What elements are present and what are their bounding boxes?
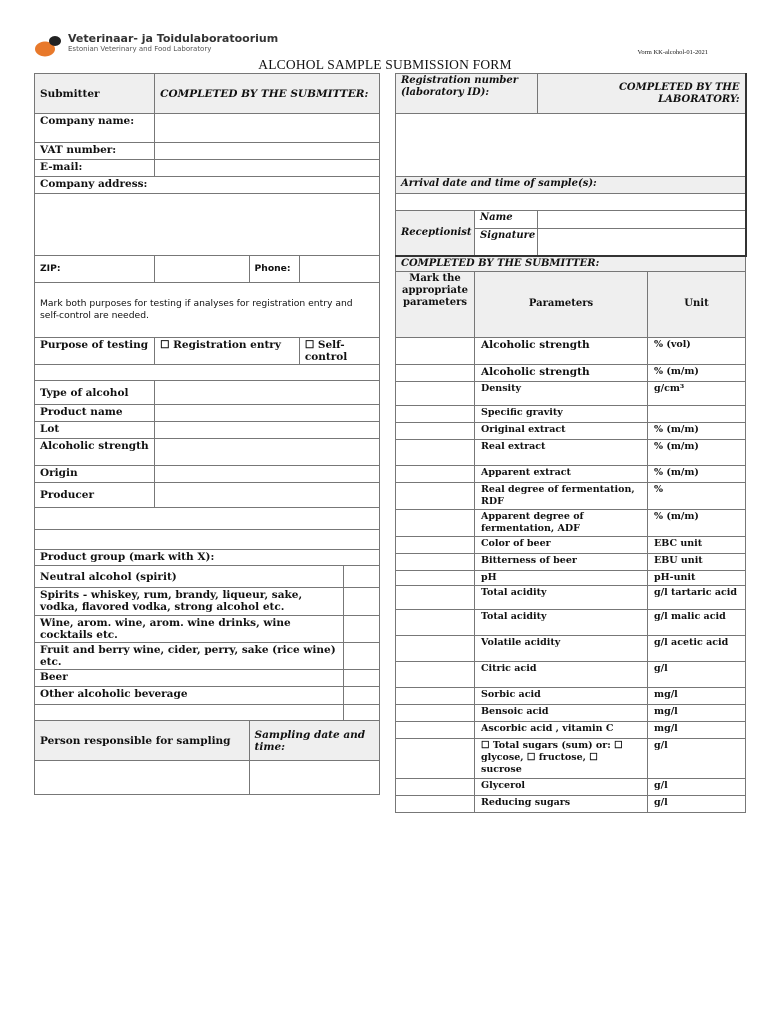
unit-header: Unit <box>648 271 746 337</box>
receptionist-label: Receptionist <box>396 211 475 256</box>
parameter-unit: g/l <box>648 778 746 795</box>
parameter-mark-cell[interactable] <box>396 482 475 509</box>
person-responsible-label: Person responsible for sampling <box>35 721 250 761</box>
purpose-label: Purpose of testing <box>35 338 155 365</box>
parameter-unit: % (m/m) <box>648 364 746 381</box>
vat-number-label: VAT number: <box>35 143 155 160</box>
parameter-row <box>396 439 746 465</box>
sampling-date-label: Sampling date and time: <box>249 721 379 761</box>
parameter-name: Original extract <box>475 422 648 439</box>
producer-field[interactable] <box>155 483 380 508</box>
parameter-row <box>396 422 746 439</box>
parameter-name: Real extract <box>475 439 648 465</box>
company-address-label: Company address: <box>35 177 380 194</box>
blank-row[interactable] <box>35 508 380 530</box>
parameter-name: Total acidity <box>475 585 648 609</box>
parameter-row <box>396 570 746 585</box>
parameter-mark-cell[interactable] <box>396 570 475 585</box>
receptionist-signature-field[interactable] <box>538 229 746 256</box>
submitter-table <box>34 73 380 795</box>
company-name-field[interactable] <box>155 114 380 143</box>
sampling-date-field[interactable] <box>249 761 379 795</box>
group-mark-cell[interactable] <box>343 566 379 588</box>
origin-label: Origin <box>35 466 155 483</box>
parameter-name: Apparent extract <box>475 465 648 482</box>
form-title: ALCOHOL SAMPLE SUBMISSION FORM <box>258 57 512 72</box>
parameter-unit: g/cm³ <box>648 381 746 405</box>
parameter-row <box>396 482 746 509</box>
form-code: Vorm KK-alcohol-01-2021 <box>637 49 708 56</box>
parameter-name: Density <box>475 381 648 405</box>
mark-parameters-header: Mark the appropriate parameters <box>396 271 475 337</box>
registration-number-label: Registration number (laboratory ID): <box>396 74 538 114</box>
product-group-heading: Product group (mark with X): <box>35 550 380 566</box>
logo-name: Veterinaar- ja Toidulaboratoorium <box>68 32 279 45</box>
group-mark-cell[interactable] <box>343 670 379 687</box>
parameter-name: Specific gravity <box>475 405 648 422</box>
parameter-unit <box>648 405 746 422</box>
parameter-row <box>396 609 746 635</box>
parameter-unit: % (m/m) <box>648 509 746 536</box>
parameter-mark-cell[interactable] <box>396 381 475 405</box>
group-spirits: Spirits - whiskey, rum, brandy, liqueur, sake, vodka, flavored vodka, strong alcohol etc. <box>35 588 344 616</box>
parameter-name: Ascorbic acid , vitamin C <box>475 721 648 738</box>
email-field[interactable] <box>155 160 380 177</box>
parameter-mark-cell[interactable] <box>396 721 475 738</box>
arrival-date-label: Arrival date and time of sample(s): <box>396 177 746 194</box>
group-mark-cell[interactable] <box>343 616 379 643</box>
group-mark-cell[interactable] <box>343 705 379 721</box>
person-responsible-field[interactable] <box>35 761 250 795</box>
group-mark-cell[interactable] <box>343 588 379 616</box>
alcoholic-strength-label: Alcoholic strength <box>35 439 155 466</box>
alcoholic-strength-field[interactable] <box>155 439 380 466</box>
parameter-unit: mg/l <box>648 721 746 738</box>
parameter-name: ☐ Total sugars (sum) or: ☐ glycose, ☐ fructose, ☐ sucrose <box>475 738 648 778</box>
parameter-unit: pH-unit <box>648 570 746 585</box>
group-mark-cell[interactable] <box>343 643 379 670</box>
parameter-unit: % <box>648 482 746 509</box>
receptionist-name-field[interactable] <box>538 211 746 229</box>
parameter-mark-cell[interactable] <box>396 553 475 570</box>
parameter-unit: g/l <box>648 795 746 812</box>
group-neutral-alcohol: Neutral alcohol (spirit) <box>35 566 344 588</box>
parameter-name: Alcoholic strength <box>475 364 648 381</box>
parameter-row <box>396 661 746 687</box>
parameter-mark-cell[interactable] <box>396 509 475 536</box>
parameter-name: Volatile acidity <box>475 635 648 661</box>
registration-number-field[interactable] <box>396 114 746 177</box>
parameter-name: Reducing sugars <box>475 795 648 812</box>
vat-number-field[interactable] <box>155 143 380 160</box>
lot-label: Lot <box>35 422 155 439</box>
parameter-unit: % (m/m) <box>648 439 746 465</box>
receptionist-signature-label: Signature <box>475 229 538 256</box>
parameter-mark-cell[interactable] <box>396 439 475 465</box>
parameter-name: Color of beer <box>475 536 648 553</box>
parameter-row <box>396 536 746 553</box>
parameter-row <box>396 381 746 405</box>
spacer-row <box>35 365 380 381</box>
parameter-unit: % (m/m) <box>648 422 746 439</box>
parameter-name: Real degree of fermentation, RDF <box>475 482 648 509</box>
parameter-mark-cell[interactable] <box>396 585 475 609</box>
parameters-header: Parameters <box>475 271 648 337</box>
parameter-mark-cell[interactable] <box>396 661 475 687</box>
logo-subtitle: Estonian Veterinary and Food Laboratory <box>68 45 212 53</box>
blank-row[interactable] <box>35 705 344 721</box>
zip-field[interactable] <box>155 256 249 283</box>
lab-logo <box>34 32 279 60</box>
purpose-note: Mark both purposes for testing if analyses for registration entry and self-control are needed. <box>35 283 380 338</box>
parameter-unit: % (vol) <box>648 337 746 364</box>
parameter-row <box>396 364 746 381</box>
product-name-field[interactable] <box>155 405 380 422</box>
group-beer: Beer <box>35 670 344 687</box>
producer-label: Producer <box>35 483 155 508</box>
parameter-name: Apparent degree of fermentation, ADF <box>475 509 648 536</box>
parameter-row <box>396 509 746 536</box>
type-of-alcohol-field[interactable] <box>155 381 380 405</box>
parameter-row <box>396 585 746 609</box>
product-name-label: Product name <box>35 405 155 422</box>
origin-field[interactable] <box>155 466 380 483</box>
parameter-name: Alcoholic strength <box>475 337 648 364</box>
parameter-mark-cell[interactable] <box>396 364 475 381</box>
completed-by-laboratory-heading: COMPLETED BY THE LABORATORY: <box>538 74 746 114</box>
parameter-unit: g/l tartaric acid <box>648 585 746 609</box>
parameter-name: Glycerol <box>475 778 648 795</box>
parameter-mark-cell[interactable] <box>396 422 475 439</box>
parameter-mark-cell[interactable] <box>396 778 475 795</box>
email-label: E-mail: <box>35 160 155 177</box>
parameter-unit: g/l <box>648 738 746 778</box>
blank-row[interactable] <box>35 530 380 550</box>
parameter-unit: g/l <box>648 661 746 687</box>
parameter-row <box>396 687 746 704</box>
parameter-row <box>396 405 746 422</box>
completed-by-submitter-heading-right: COMPLETED BY THE SUBMITTER: <box>396 256 746 272</box>
parameter-unit: g/l acetic acid <box>648 635 746 661</box>
parameter-mark-cell[interactable] <box>396 738 475 778</box>
parameter-unit: % (m/m) <box>648 465 746 482</box>
parameter-mark-cell[interactable] <box>396 687 475 704</box>
parameter-mark-cell[interactable] <box>396 536 475 553</box>
group-wine: Wine, arom. wine, arom. wine drinks, wine cocktails etc. <box>35 616 344 643</box>
parameter-row <box>396 721 746 738</box>
parameter-mark-cell[interactable] <box>396 609 475 635</box>
parameter-mark-cell[interactable] <box>396 405 475 422</box>
parameter-name: pH <box>475 570 648 585</box>
parameter-row <box>396 553 746 570</box>
group-other: Other alcoholic beverage <box>35 687 344 705</box>
phone-label: Phone: <box>249 256 299 283</box>
parameter-unit: EBC unit <box>648 536 746 553</box>
parameter-row <box>396 778 746 795</box>
laboratory-table <box>395 73 747 813</box>
company-name-label: Company name: <box>35 114 155 143</box>
parameter-mark-cell[interactable] <box>396 337 475 364</box>
group-fruit-berry-wine: Fruit and berry wine, cider, perry, sake (rice wine) etc. <box>35 643 344 670</box>
parameter-row <box>396 337 746 364</box>
parameter-name: Sorbic acid <box>475 687 648 704</box>
company-address-field[interactable] <box>35 194 380 256</box>
receptionist-name-label: Name <box>475 211 538 229</box>
parameter-unit: mg/l <box>648 704 746 721</box>
completed-by-submitter-heading: COMPLETED BY THE SUBMITTER: <box>155 74 380 114</box>
parameter-unit: EBU unit <box>648 553 746 570</box>
parameter-mark-cell[interactable] <box>396 635 475 661</box>
registration-entry-checkbox[interactable]: ☐ Registration entry <box>155 338 300 365</box>
parameter-row <box>396 465 746 482</box>
arrival-date-field[interactable] <box>396 194 746 211</box>
parameter-name: Bensoic acid <box>475 704 648 721</box>
parameter-row <box>396 704 746 721</box>
parameter-mark-cell[interactable] <box>396 465 475 482</box>
parameter-mark-cell[interactable] <box>396 704 475 721</box>
parameter-name: Bitterness of beer <box>475 553 648 570</box>
type-of-alcohol-label: Type of alcohol <box>35 381 155 405</box>
group-mark-cell[interactable] <box>343 687 379 705</box>
parameter-mark-cell[interactable] <box>396 795 475 812</box>
parameter-unit: g/l malic acid <box>648 609 746 635</box>
parameter-unit: mg/l <box>648 687 746 704</box>
phone-field[interactable] <box>299 256 379 283</box>
submitter-label: Submitter <box>35 74 155 114</box>
zip-label: ZIP: <box>35 256 155 283</box>
logo-mark-icon <box>34 34 64 58</box>
self-control-checkbox[interactable]: ☐ Self-control <box>299 338 379 365</box>
parameter-row <box>396 635 746 661</box>
parameter-row <box>396 738 746 778</box>
parameter-name: Citric acid <box>475 661 648 687</box>
parameter-row <box>396 795 746 812</box>
lot-field[interactable] <box>155 422 380 439</box>
parameter-name: Total acidity <box>475 609 648 635</box>
